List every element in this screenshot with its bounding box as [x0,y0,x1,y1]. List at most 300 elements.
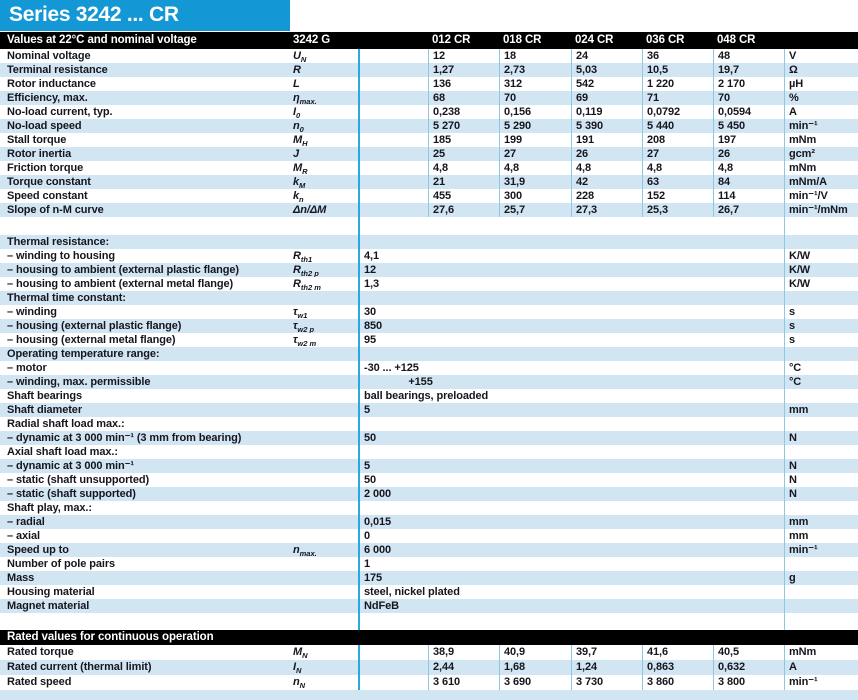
footer-strip [0,690,858,700]
value-col-0: 0,238 [428,105,499,119]
row-label: – static (shaft unsupported) [7,474,150,486]
value-col-4: 0,632 [713,660,784,675]
symbol-base: R [293,64,301,76]
value-col-2: 27,3 [571,203,642,217]
row-unit: A [784,660,858,675]
row-unit: min⁻¹ [784,543,858,557]
symbol-subscript: w1 [297,310,308,319]
row-label: Mass [7,572,35,584]
row-symbol [285,571,358,585]
table-row [0,277,858,291]
header-unit-spacer [784,32,858,49]
header-variant-018cr: 018 CR [503,34,542,46]
value-col-1: 18 [499,49,571,63]
symbol-base: Δn/ΔM [293,204,327,216]
table-row [0,133,858,147]
symbol-base: J [293,148,300,160]
row-unit: gcm² [784,147,858,161]
row-label: Rated speed [7,676,72,688]
value-col-0: 25 [428,147,499,161]
symbol-base: η [293,92,300,104]
row-label: Rotor inductance [7,78,96,90]
table-row [0,585,858,599]
table-row [0,459,858,473]
single-value: -30 ... +125 [358,361,784,375]
value-col-4: 0,0594 [713,105,784,119]
row-label: – winding, max. permissible [7,376,151,388]
row-unit: min⁻¹/mNm [784,203,858,217]
symbol-base: τ [293,306,298,318]
value-col-1: 199 [499,133,571,147]
row-unit: Ω [784,63,858,77]
row-label: Rated current (thermal limit) [7,661,152,673]
value-col-4: 197 [713,133,784,147]
row-label: – housing to ambient (external metal flange) [7,278,234,290]
row-unit [784,445,858,459]
single-value [358,660,428,675]
row-symbol [285,175,358,189]
row-symbol [285,599,358,613]
single-value [358,175,428,189]
row-unit: % [784,91,858,105]
value-col-2: 1,24 [571,660,642,675]
value-col-1: 31,9 [499,175,571,189]
value-col-4: 3 800 [713,675,784,690]
row-unit: mNm [784,645,858,660]
table-row [0,203,858,217]
row-symbol [285,203,358,217]
table-row [0,347,858,361]
row-symbol [285,91,358,105]
symbol-subscript: 0 [295,110,301,119]
header-spacer [358,32,428,49]
row-label: Axial shaft load max.: [7,446,118,458]
value-col-1: 3 690 [499,675,571,690]
series-title-banner [0,0,290,31]
rated-values-table [0,645,858,690]
row-symbol [285,543,358,557]
value-col-3: 208 [642,133,713,147]
value-col-3: 152 [642,189,713,203]
single-value: 1,3 [358,277,784,291]
row-unit [784,235,858,249]
value-col-4: 84 [713,175,784,189]
value-col-3: 10,5 [642,63,713,77]
symbol-base: I [293,661,296,673]
value-col-1: 2,73 [499,63,571,77]
value-col-2: 24 [571,49,642,63]
table-row [0,77,858,91]
symbol-subscript: N [299,680,306,690]
row-symbol [285,291,358,305]
row-symbol [285,473,358,487]
single-value [358,105,428,119]
value-col-2: 39,7 [571,645,642,660]
row-label: Magnet material [7,600,90,612]
single-value [358,645,428,660]
row-label: Speed up to [7,544,69,556]
table-row [0,189,858,203]
symbol-subscript: N [295,665,302,675]
symbol-subscript: max. [299,548,317,557]
table-row [0,333,858,347]
symbol-base: U [293,50,301,62]
row-label: – radial [7,516,45,528]
table-row [0,361,858,375]
row-unit: V [784,49,858,63]
table-row [0,515,858,529]
value-col-1: 300 [499,189,571,203]
row-symbol [285,161,358,175]
value-col-3: 5 440 [642,119,713,133]
row-symbol [285,459,358,473]
value-col-2: 69 [571,91,642,105]
vertical-divider [784,217,785,235]
table-row [0,235,858,249]
value-col-3: 36 [642,49,713,63]
single-value: 4,1 [358,249,784,263]
symbol-subscript: th2 m [300,282,321,291]
row-label: – winding [7,306,57,318]
single-value: 2 000 [358,487,784,501]
table-row [0,599,858,613]
row-symbol [285,49,358,63]
table-row [0,543,858,557]
table-row [0,473,858,487]
row-label: Shaft diameter [7,404,83,416]
value-col-2: 542 [571,77,642,91]
single-value: 6 000 [358,543,784,557]
row-label: Efficiency, max. [7,92,88,104]
row-label: Thermal time constant: [7,292,126,304]
row-unit: min⁻¹ [784,675,858,690]
table-row [0,147,858,161]
symbol-subscript: M [299,180,306,189]
value-col-1: 5 290 [499,119,571,133]
row-unit: mm [784,403,858,417]
row-symbol [285,585,358,599]
row-symbol [285,375,358,389]
value-col-3: 1 220 [642,77,713,91]
table-row [0,91,858,105]
single-value: steel, nickel plated [358,585,784,599]
value-col-0: 3 610 [428,675,499,690]
single-value: +155 [358,375,784,389]
characteristics-table [0,49,858,217]
value-col-3: 0,863 [642,660,713,675]
section-gap [0,217,858,235]
row-symbol [285,319,358,333]
value-col-0: 27,6 [428,203,499,217]
row-symbol [285,403,358,417]
row-label: – housing to ambient (external plastic flange) [7,264,239,276]
table-row [0,403,858,417]
value-col-0: 4,8 [428,161,499,175]
row-unit: g [784,571,858,585]
value-col-2: 5,03 [571,63,642,77]
row-unit [784,599,858,613]
symbol-base: R [293,278,301,290]
row-unit: µH [784,77,858,91]
single-value [358,675,428,690]
row-symbol [285,77,358,91]
row-symbol [285,347,358,361]
row-unit: mNm/A [784,175,858,189]
row-symbol [285,501,358,515]
table-row [0,319,858,333]
row-symbol [285,305,358,319]
row-unit: N [784,459,858,473]
row-symbol [285,119,358,133]
value-col-3: 4,8 [642,161,713,175]
row-label: Radial shaft load max.: [7,418,125,430]
symbol-base: L [293,78,300,90]
value-col-1: 27 [499,147,571,161]
value-col-2: 5 390 [571,119,642,133]
header-caption: Values at 22°C and nominal voltage [7,34,197,46]
table-row [0,501,858,515]
value-col-2: 42 [571,175,642,189]
header-series: 3242 G [293,34,331,46]
value-col-0: 136 [428,77,499,91]
row-label: Rotor inertia [7,148,72,160]
value-col-4: 114 [713,189,784,203]
table-row [0,305,858,319]
table-row [0,375,858,389]
value-col-4: 2 170 [713,77,784,91]
row-symbol [285,361,358,375]
row-unit: °C [784,375,858,389]
value-col-2: 26 [571,147,642,161]
series-title: Series 3242 ... CR [9,3,179,26]
row-symbol [285,263,358,277]
row-label: Shaft play, max.: [7,502,92,514]
single-value: 50 [358,431,784,445]
row-symbol [285,63,358,77]
row-symbol [285,389,358,403]
table-row [0,431,858,445]
table-row [0,63,858,77]
value-col-2: 228 [571,189,642,203]
symbol-subscript: N [300,54,307,63]
symbol-base: M [293,646,303,658]
single-value [358,501,784,515]
single-value [358,445,784,459]
value-col-4: 40,5 [713,645,784,660]
row-unit: N [784,431,858,445]
value-col-1: 1,68 [499,660,571,675]
row-symbol [285,557,358,571]
single-value: 95 [358,333,784,347]
row-unit [784,347,858,361]
row-unit: N [784,487,858,501]
row-symbol [285,515,358,529]
table-row [0,291,858,305]
symbol-base: R [293,250,301,262]
row-unit: N [784,473,858,487]
symbol-base: I [293,106,296,118]
value-col-0: 38,9 [428,645,499,660]
symbol-base: n [293,676,300,688]
row-symbol [285,660,358,675]
row-label: – motor [7,362,47,374]
rated-values-header-bar [0,630,858,645]
value-col-0: 5 270 [428,119,499,133]
symbol-base: τ [293,334,298,346]
value-col-0: 12 [428,49,499,63]
single-value [358,119,428,133]
single-value: 0 [358,529,784,543]
single-value [358,49,428,63]
value-col-2: 4,8 [571,161,642,175]
symbol-subscript: n [299,194,304,203]
row-label: Thermal resistance: [7,236,110,248]
single-value [358,77,428,91]
row-symbol [285,333,358,347]
single-value [358,235,784,249]
value-col-4: 19,7 [713,63,784,77]
table-row [0,249,858,263]
row-symbol [285,431,358,445]
table-row [0,119,858,133]
row-unit: K/W [784,277,858,291]
row-unit [784,389,858,403]
value-col-1: 70 [499,91,571,105]
value-col-0: 68 [428,91,499,105]
row-label: Number of pole pairs [7,558,116,570]
row-unit [784,557,858,571]
row-symbol [285,105,358,119]
single-value [358,133,428,147]
row-symbol [285,529,358,543]
specifications-table [0,235,858,613]
symbol-subscript: w2 m [297,338,317,347]
value-col-3: 25,3 [642,203,713,217]
single-value [358,161,428,175]
row-symbol [285,235,358,249]
symbol-subscript: max. [299,96,317,105]
value-col-4: 26 [713,147,784,161]
row-unit [784,501,858,515]
value-col-1: 25,7 [499,203,571,217]
symbol-subscript: R [302,166,308,175]
symbol-base: M [293,162,303,174]
row-unit: K/W [784,263,858,277]
table-row [0,675,858,690]
symbol-subscript: H [302,138,308,147]
symbol-subscript: 0 [299,124,304,133]
table-row [0,487,858,501]
row-unit: s [784,305,858,319]
value-col-1: 40,9 [499,645,571,660]
row-label: – dynamic at 3 000 min⁻¹ (3 mm from bearing) [7,432,242,444]
row-unit: min⁻¹/V [784,189,858,203]
row-label: Torque constant [7,176,91,188]
value-col-3: 63 [642,175,713,189]
value-col-1: 0,156 [499,105,571,119]
row-label: Friction torque [7,162,84,174]
value-col-2: 3 730 [571,675,642,690]
table-row [0,49,858,63]
vertical-divider [784,613,785,630]
value-col-3: 0,0792 [642,105,713,119]
table-row [0,445,858,459]
row-symbol [285,147,358,161]
row-symbol [285,133,358,147]
row-symbol [285,189,358,203]
single-value [358,417,784,431]
row-label: – axial [7,530,40,542]
value-col-0: 455 [428,189,499,203]
row-unit [784,291,858,305]
row-symbol [285,277,358,291]
table-row [0,417,858,431]
row-symbol [285,417,358,431]
row-label: Shaft bearings [7,390,83,402]
value-col-1: 4,8 [499,161,571,175]
vertical-divider [358,613,360,630]
symbol-base: τ [293,320,298,332]
value-col-3: 3 860 [642,675,713,690]
row-label: Slope of n-M curve [7,204,104,216]
row-unit: A [784,105,858,119]
row-label: Terminal resistance [7,64,108,76]
single-value: 175 [358,571,784,585]
header-variant-024cr: 024 CR [575,34,614,46]
single-value: 5 [358,403,784,417]
table-row [0,529,858,543]
row-unit: mm [784,529,858,543]
value-col-4: 26,7 [713,203,784,217]
value-col-0: 2,44 [428,660,499,675]
single-value: 1 [358,557,784,571]
row-label: – housing (external plastic flange) [7,320,182,332]
symbol-subscript: N [302,650,308,660]
single-value: 850 [358,319,784,333]
single-value: 5 [358,459,784,473]
table-row [0,161,858,175]
table-row [0,557,858,571]
header-variant-036cr: 036 CR [646,34,685,46]
symbol-subscript: th1 [300,254,313,263]
row-unit: s [784,333,858,347]
single-value [358,291,784,305]
table-row [0,105,858,119]
row-label: No-load speed [7,120,82,132]
row-unit [784,417,858,431]
row-symbol [285,645,358,660]
row-unit: mNm [784,133,858,147]
section-gap [0,613,858,630]
row-unit: s [784,319,858,333]
row-symbol [285,445,358,459]
symbol-base: n [293,120,300,132]
row-unit: K/W [784,249,858,263]
single-value: 0,015 [358,515,784,529]
row-unit: °C [784,361,858,375]
table-row [0,389,858,403]
row-unit [784,585,858,599]
table-header-bar [0,32,858,49]
value-col-4: 4,8 [713,161,784,175]
symbol-subscript: w2 p [297,324,315,333]
symbol-base: R [293,264,301,276]
row-unit: mm [784,515,858,529]
row-symbol [285,249,358,263]
value-col-4: 5 450 [713,119,784,133]
value-col-0: 1,27 [428,63,499,77]
row-label: Speed constant [7,190,88,202]
